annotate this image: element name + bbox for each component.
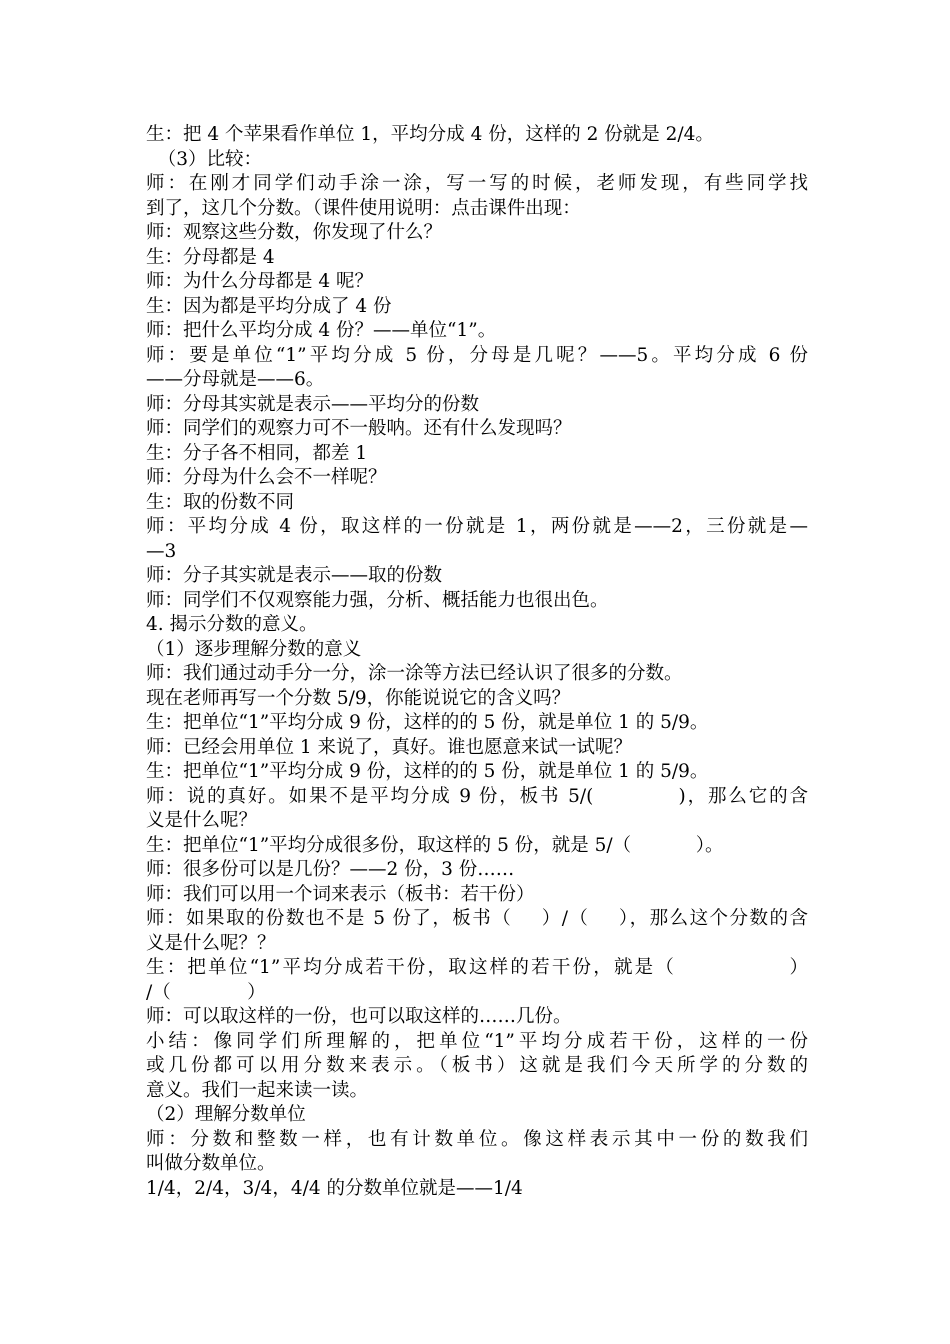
text-line: 师：分母为什么会不一样呢？ — [146, 467, 387, 488]
text-line: 生：把单位“1”平均分成很多份，取这样的 5 份，就是 5/（ ）。 — [146, 834, 724, 856]
section-heading: （2）理解分数单位 — [146, 1104, 306, 1125]
text-line: 意义。我们一起来读一读。 — [146, 1079, 369, 1101]
text-line: 师：说的真好。如果不是平均分成 9 份，板书 5/( )，那么它的含 — [146, 785, 808, 807]
text-line: /（ ） — [146, 981, 266, 1003]
text-line: ——分母就是——6。 — [146, 369, 325, 390]
text-line: 1/4，2/4，3/4，4/4 的分数单位就是——1/4 — [146, 1177, 523, 1199]
text-line: 生：把单位“1”平均分成若干份，取这样的若干份，就是（ ） — [146, 957, 808, 978]
text-line: 师：把什么平均分成 4 份？——单位“1”。 — [146, 320, 497, 341]
text-line: 师：平均分成 4 份，取这样的一份就是 1，两份就是——2，三份就是— — [146, 516, 808, 537]
text-line: 师：为什么分母都是 4 呢？ — [146, 271, 374, 292]
text-line: 师：在刚才同学们动手涂一涂，写一写的时候，老师发现，有些同学找 — [146, 173, 808, 194]
text-line: 师：同学们的观察力可不一般呐。还有什么发现吗？ — [146, 418, 572, 439]
text-line: 师：分母其实就是表示——平均分的份数 — [146, 393, 480, 415]
text-line: 师：同学们不仅观察能力强，分析、概括能力也很出色。 — [146, 589, 609, 611]
text-line: 或几份都可以用分数来表示。（板书）这就是我们今天所学的分数的 — [146, 1055, 808, 1076]
text-line: 师：我们通过动手分一分，涂一涂等方法已经认识了很多的分数。 — [146, 663, 683, 684]
document-body — [146, 123, 808, 1201]
text-line: 生：取的份数不同 — [146, 491, 295, 513]
text-line: 生：把 4 个苹果看作单位 1，平均分成 4 份，这样的 2 份就是 2/4。 — [146, 124, 714, 145]
text-line: 师：我们可以用一个词来表示（板书：若干份） — [146, 883, 535, 905]
section-heading: 4. 揭示分数的意义。 — [146, 614, 318, 635]
text-line: 师：可以取这样的一份，也可以取这样的……几份。 — [146, 1006, 572, 1027]
text-line: 叫做分数单位。 — [146, 1153, 276, 1174]
text-line: 师：如果取的份数也不是 5 份了，板书（ ）/（ ），那么这个分数的含 — [146, 908, 808, 929]
section-heading: （1）逐步理解分数的意义 — [146, 638, 362, 660]
text-line: 义是什么呢？ — [146, 810, 258, 831]
text-line: 生：分子各不相同，都差 1 — [146, 442, 368, 464]
text-line: 师：分子其实就是表示——取的份数 — [146, 565, 443, 586]
text-line: 生：把单位“1”平均分成 9 份，这样的的 5 份，就是单位 1 的 5/9。 — [146, 712, 709, 733]
text-line: 生：分母都是 4 — [146, 246, 275, 268]
text-line: 师：要是单位“1”平均分成 5 份，分母是几呢？——5。平均分成 6 份 — [146, 344, 808, 366]
text-line: 生：把单位“1”平均分成 9 份，这样的的 5 份，就是单位 1 的 5/9。 — [146, 761, 709, 782]
text-line: 到了，这几个分数。（课件使用说明：点击课件出现： — [146, 197, 581, 219]
text-line: 师：观察这些分数，你发现了什么？ — [146, 222, 443, 243]
section-heading: （3）比较： — [146, 148, 263, 170]
text-line: —3 — [146, 540, 177, 562]
text-line: 现在老师再写一个分数 5/9，你能说说它的含义吗？ — [146, 687, 571, 709]
text-line: 师：很多份可以是几份？——2 份，3 份…… — [146, 859, 515, 880]
text-line: 师：分数和整数一样，也有计数单位。像这样表示其中一份的数我们 — [146, 1128, 808, 1150]
text-line: 义是什么呢？？ — [146, 932, 276, 954]
text-line: 师：已经会用单位 1 来说了，真好。谁也愿意来试一试呢？ — [146, 736, 633, 758]
text-line: 小结：像同学们所理解的，把单位“1”平均分成若干份，这样的一份 — [146, 1030, 808, 1052]
text-line: 生：因为都是平均分成了 4 份 — [146, 295, 392, 317]
